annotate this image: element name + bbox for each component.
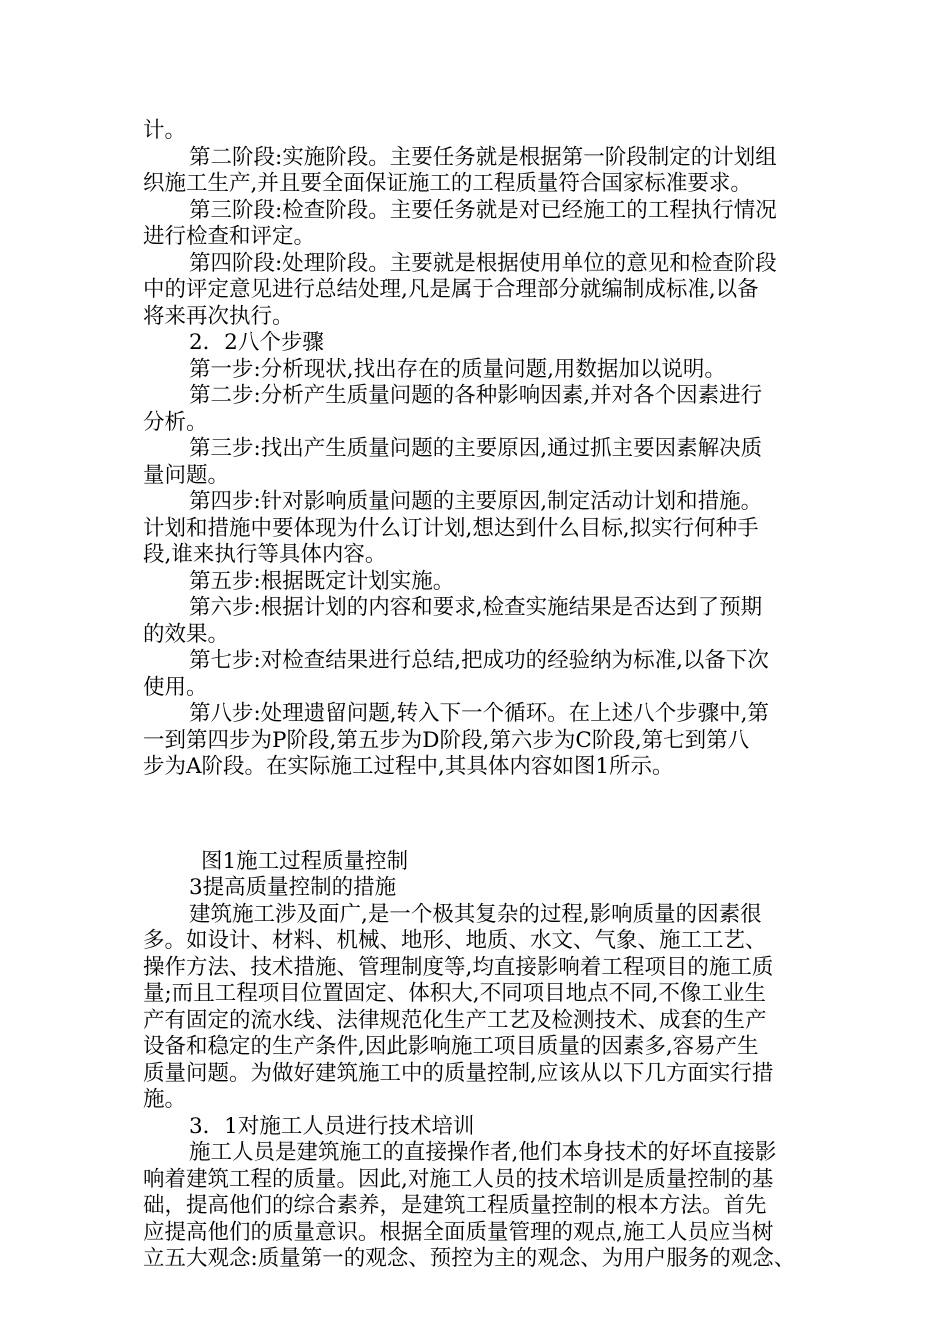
- text-line: 步为A阶段。在实际施工过程中,其具体内容如图1所示。: [143, 754, 674, 779]
- text-line: 3提高质量控制的措施: [189, 875, 397, 900]
- text-line: 段,谁来执行等具体内容。: [143, 542, 387, 567]
- text-line: 立五大观念:质量第一的观念、预控为主的观念、为用户服务的观念、: [143, 1246, 796, 1271]
- text-line: 质量问题。为做好建筑施工中的质量控制,应该从以下几方面实行措: [143, 1060, 774, 1086]
- text-line: 中的评定意见进行总结处理,凡是属于合理部分就编制成标准,以备: [143, 277, 759, 302]
- text-line: 第四步:针对影响质量问题的主要原因,制定活动计划和措施。: [189, 489, 763, 514]
- text-line: 进行检查和评定。: [143, 224, 316, 249]
- figure-placeholder: [143, 781, 808, 849]
- text-line: 第三步:找出产生质量问题的主要原因,通过抓主要因素解决质: [189, 436, 763, 461]
- text-block-steps: [143, 118, 808, 781]
- text-block-measures: [143, 875, 808, 1273]
- text-line: 3．1对施工人员进行技术培训: [189, 1113, 475, 1139]
- text-line: 第六步:根据计划的内容和要求,检查实施结果是否达到了预期: [189, 595, 763, 620]
- figure-caption: 图1施工过程质量控制: [201, 848, 409, 874]
- text-line: 产有固定的流水线、法律规范化生产工艺及检测技术、成套的生产: [143, 1007, 767, 1033]
- text-line: 的效果。: [143, 621, 230, 647]
- text-line: 2．2八个步骤: [189, 330, 324, 355]
- text-line: 建筑施工涉及面广,是一个极其复杂的过程,影响质量的因素很: [189, 901, 762, 927]
- text-line: 第八步:处理遗留问题,转入下一个循环。在上述八个步骤中,第: [189, 701, 769, 726]
- text-line: 使用。: [143, 674, 208, 700]
- text-line: 量;而且工程项目位置固定、体积大,不同项目地点不同,不像工业生: [143, 981, 766, 1006]
- text-line: 第三阶段:检查阶段。主要任务就是对已经施工的工程执行情况: [189, 197, 777, 223]
- text-line: 一到第四步为P阶段,第五步为D阶段,第六步为C阶段,第七到第八: [143, 727, 750, 753]
- text-line: 础，提高他们的综合素养，是建筑工程质量控制的根本方法。首先: [143, 1193, 767, 1218]
- text-line: 第四阶段:处理阶段。主要就是根据使用单位的意见和检查阶段: [189, 250, 777, 276]
- document-page: [143, 118, 808, 1273]
- text-line: 第一步:分析现状,找出存在的质量问题,用数据加以说明。: [189, 356, 726, 382]
- text-line: 计。: [143, 118, 187, 143]
- text-line: 应提高他们的质量意识。根据全面质量管理的观点,施工人员应当树: [143, 1219, 774, 1245]
- text-line: 分析。: [143, 409, 208, 435]
- text-line: 量问题。: [143, 462, 230, 488]
- text-line: 多。如设计、材料、机械、地形、地质、水文、气象、施工工艺、: [143, 928, 767, 953]
- text-line: 设备和稳定的生产条件,因此影响施工项目质量的因素多,容易产生: [143, 1034, 759, 1059]
- text-line: 施。: [143, 1087, 187, 1112]
- text-line: 第七步:对检查结果进行总结,把成功的经验纳为标准,以备下次: [189, 648, 769, 673]
- text-line: 第二阶段:实施阶段。主要任务就是根据第一阶段制定的计划组: [189, 144, 777, 170]
- text-line: 施工人员是建筑施工的直接操作者,他们本身技术的好坏直接影: [189, 1140, 777, 1165]
- text-line: 计划和措施中要体现为什么订计划,想达到什么目标,拟实行何种手: [143, 515, 759, 541]
- text-line: 操作方法、技术措施、管理制度等,均直接影响着工程项目的施工质: [143, 954, 774, 980]
- text-line: 织施工生产,并且要全面保证施工的工程质量符合国家标准要求。: [143, 171, 752, 196]
- text-line: 第二步:分析产生质量问题的各种影响因素,并对各个因素进行: [189, 383, 763, 408]
- text-line: 响着建筑工程的质量。因此,对施工人员的技术培训是质量控制的基: [143, 1166, 774, 1192]
- text-line: 第五步:根据既定计划实施。: [189, 568, 455, 594]
- text-line: 将来再次执行。: [143, 303, 294, 329]
